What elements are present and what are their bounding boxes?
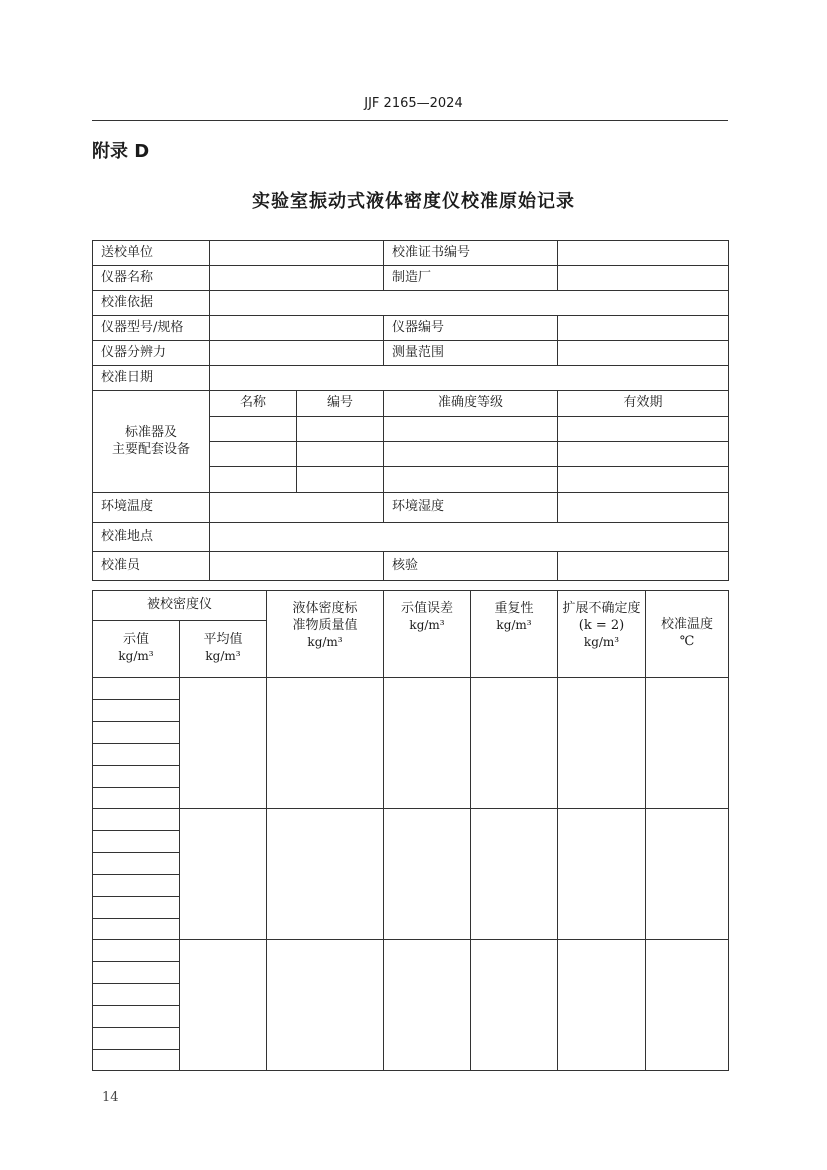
std-cell[interactable] <box>297 467 384 493</box>
header-reference-line1: 液体密度标 <box>292 601 358 616</box>
std-cell[interactable] <box>210 442 297 467</box>
std-cell[interactable] <box>384 442 558 467</box>
std-cell[interactable] <box>297 442 384 467</box>
label-send-unit: 送校单位 <box>93 241 210 266</box>
field-instrument-name[interactable] <box>210 266 384 291</box>
header-average-label: 平均值 <box>203 632 243 648</box>
group-cell[interactable] <box>471 809 558 940</box>
reading-cell[interactable] <box>93 1028 180 1050</box>
header-reference-value <box>267 591 384 678</box>
field-env-humidity[interactable] <box>558 493 729 523</box>
label-standards <box>93 391 210 493</box>
label-date: 校准日期 <box>93 366 210 391</box>
reading-cell[interactable] <box>93 853 180 875</box>
label-model: 仪器型号/规格 <box>93 316 210 341</box>
header-uncertainty-line1: 扩展不确定度 <box>562 601 641 616</box>
std-cell[interactable] <box>297 417 384 442</box>
std-cell[interactable] <box>558 467 729 493</box>
std-col-accuracy: 准确度等级 <box>384 391 558 417</box>
label-standards-line1: 标准器及 <box>124 424 177 440</box>
std-cell[interactable] <box>384 467 558 493</box>
std-col-number: 编号 <box>297 391 384 417</box>
reading-cell[interactable] <box>93 940 180 962</box>
page-title: 实验室振动式液体密度仪校准原始记录 <box>252 191 575 212</box>
field-verifier[interactable] <box>558 552 729 581</box>
field-calibrator[interactable] <box>210 552 384 581</box>
field-model[interactable] <box>210 316 384 341</box>
label-location: 校准地点 <box>93 523 210 552</box>
field-manufacturer[interactable] <box>558 266 729 291</box>
group-cell[interactable] <box>558 809 646 940</box>
group-cell[interactable] <box>558 678 646 809</box>
group-cell[interactable] <box>471 940 558 1071</box>
label-serial-no: 仪器编号 <box>384 316 558 341</box>
header-reference-line2: 准物质量值 <box>292 617 358 633</box>
measurement-table <box>92 590 729 1071</box>
label-basis: 校准依据 <box>93 291 210 316</box>
group-cell[interactable] <box>646 940 729 1071</box>
reading-cell[interactable] <box>93 678 180 700</box>
std-cell[interactable] <box>558 417 729 442</box>
unit-temp: ℃ <box>679 634 695 649</box>
header-repeatability <box>471 591 558 678</box>
group-cell[interactable] <box>471 678 558 809</box>
header-instrument-group: 被校密度仪 <box>93 591 267 621</box>
group-cell[interactable] <box>180 940 267 1071</box>
group-cell[interactable] <box>384 809 471 940</box>
header-error-label: 示值误差 <box>401 601 454 616</box>
unit-label: kg/m³ <box>118 649 154 663</box>
reading-cell[interactable] <box>93 1006 180 1028</box>
group-cell[interactable] <box>558 940 646 1071</box>
reading-cell[interactable] <box>93 700 180 722</box>
label-resolution: 仪器分辨力 <box>93 341 210 366</box>
std-cell[interactable] <box>210 467 297 493</box>
field-env-temp[interactable] <box>210 493 384 523</box>
reading-cell[interactable] <box>93 962 180 984</box>
label-env-humidity: 环境湿度 <box>384 493 558 523</box>
unit-label: kg/m³ <box>205 649 241 663</box>
unit-label: kg/m³ <box>409 617 445 632</box>
label-manufacturer: 制造厂 <box>384 266 558 291</box>
reading-cell[interactable] <box>93 766 180 788</box>
std-col-validity: 有效期 <box>558 391 729 417</box>
group-cell[interactable] <box>384 678 471 809</box>
header-repeatability-label: 重复性 <box>494 601 534 616</box>
header-cal-temp-label: 校准温度 <box>661 617 714 633</box>
std-cell[interactable] <box>558 442 729 467</box>
label-verifier: 核验 <box>384 552 558 581</box>
field-send-unit[interactable] <box>210 241 384 266</box>
reading-cell[interactable] <box>93 919 180 940</box>
reading-cell[interactable] <box>93 984 180 1006</box>
reading-cell[interactable] <box>93 809 180 831</box>
field-date[interactable] <box>210 366 729 391</box>
reading-cell[interactable] <box>93 722 180 744</box>
group-cell[interactable] <box>267 678 384 809</box>
reading-cell[interactable] <box>93 1050 180 1071</box>
header-standard-code: JJF 2165—2024 <box>364 96 463 111</box>
std-cell[interactable] <box>210 417 297 442</box>
group-cell[interactable] <box>180 678 267 809</box>
field-cert-no[interactable] <box>558 241 729 266</box>
label-cert-no: 校准证书编号 <box>384 241 558 266</box>
header-error <box>384 591 471 678</box>
field-location[interactable] <box>210 523 729 552</box>
group-cell[interactable] <box>646 678 729 809</box>
header-cal-temp <box>646 591 729 678</box>
reading-cell[interactable] <box>93 897 180 919</box>
reading-cell[interactable] <box>93 744 180 766</box>
group-cell[interactable] <box>180 809 267 940</box>
appendix-label: 附录 D <box>92 141 150 162</box>
reading-cell[interactable] <box>93 875 180 897</box>
field-serial-no[interactable] <box>558 316 729 341</box>
field-basis[interactable] <box>210 291 729 316</box>
calibration-info-table <box>92 240 729 581</box>
header-average <box>180 621 267 678</box>
label-standards-line2: 主要配套设备 <box>111 441 190 457</box>
unit-label: kg/m³ <box>583 634 620 649</box>
reading-cell[interactable] <box>93 788 180 809</box>
field-resolution[interactable] <box>210 341 384 366</box>
label-env-temp: 环境温度 <box>93 493 210 523</box>
header-uncertainty <box>558 591 646 678</box>
label-instrument-name: 仪器名称 <box>93 266 210 291</box>
reading-cell[interactable] <box>93 831 180 853</box>
group-cell[interactable] <box>267 940 384 1071</box>
field-range[interactable] <box>558 341 729 366</box>
group-cell[interactable] <box>384 940 471 1071</box>
header-indication-label: 示值 <box>122 632 149 648</box>
std-cell[interactable] <box>384 417 558 442</box>
label-range: 测量范围 <box>384 341 558 366</box>
header-indication <box>93 621 180 678</box>
page-number: 14 <box>102 1090 119 1105</box>
group-cell[interactable] <box>646 809 729 940</box>
unit-label: kg/m³ <box>496 617 532 632</box>
unit-label: kg/m³ <box>307 634 343 649</box>
group-cell[interactable] <box>267 809 384 940</box>
label-calibrator: 校准员 <box>93 552 210 581</box>
header-uncertainty-line2: (k = 2) <box>578 617 625 633</box>
header-divider <box>92 120 728 121</box>
std-col-name: 名称 <box>210 391 297 417</box>
